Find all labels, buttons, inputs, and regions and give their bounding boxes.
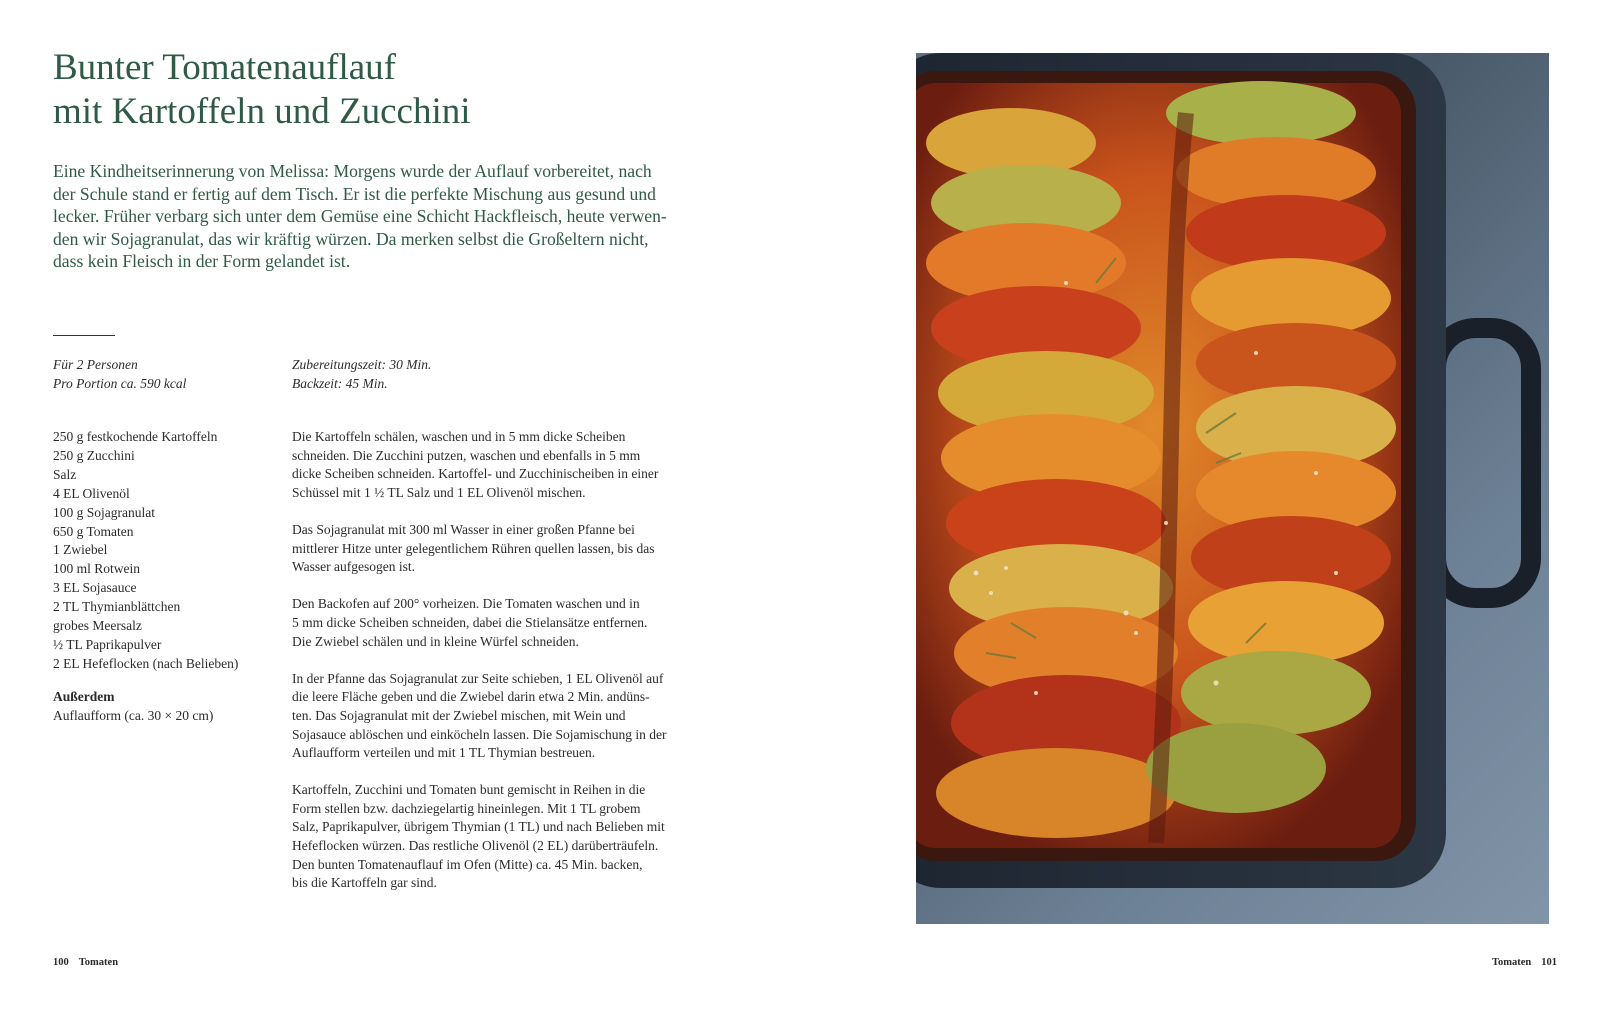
time-info xyxy=(292,355,431,393)
instruction-step xyxy=(292,521,692,577)
page-number-left: 100 xyxy=(53,957,69,968)
ingredient: 250 g Zucchini xyxy=(53,447,135,463)
step-line: Den Backofen auf 200° vorheizen. Die Tomaten waschen und in xyxy=(292,596,640,612)
calories: Pro Portion ca. 590 kcal xyxy=(53,376,187,391)
step-line: Hefeflocken würzen. Das restliche Olivenöl (2 EL) darüberträufeln. xyxy=(292,838,659,854)
dish-handle xyxy=(1436,328,1531,598)
intro-text xyxy=(53,160,683,273)
casserole-illustration xyxy=(916,53,1549,924)
step-line: bis die Kartoffeln gar sind. xyxy=(292,875,437,891)
prep-time: Zubereitungszeit: 30 Min. xyxy=(292,357,432,372)
intro-line: lecker. Früher verbarg sich unter dem Gemüse eine Schicht Hackfleisch, heute verwen- xyxy=(53,206,667,226)
footer-right xyxy=(1492,957,1557,968)
footer-left xyxy=(53,957,118,968)
servings-info xyxy=(53,355,186,393)
step-line: Salz, Paprikapulver, übrigem Thymian (1 TL) und nach Belieben mit xyxy=(292,819,665,835)
ingredient: 100 g Sojagranulat xyxy=(53,504,155,520)
servings: Für 2 Personen xyxy=(53,357,138,372)
ingredient: 100 ml Rotwein xyxy=(53,561,140,577)
step-line: Wasser aufgesogen ist. xyxy=(292,559,416,575)
step-line: Den bunten Tomatenauflauf im Ofen (Mitte) ca. 45 Min. backen, xyxy=(292,856,643,872)
step-line: Sojasauce ablöschen und einköcheln lassen. Die Sojamischung in der xyxy=(292,726,667,742)
ingredient: 4 EL Olivenöl xyxy=(53,485,130,501)
step-line: Form stellen bzw. dachziegelartig hineinlegen. Mit 1 TL grobem xyxy=(292,800,641,816)
step-line: Die Kartoffeln schälen, waschen und in 5 mm dicke Scheiben xyxy=(292,429,626,444)
section-name-left: Tomaten xyxy=(78,957,119,968)
bake-time: Backzeit: 45 Min. xyxy=(292,376,388,391)
step-line: Auflaufform verteilen und mit 1 TL Thymian bestreuen. xyxy=(292,745,596,761)
instruction-step xyxy=(292,428,692,502)
step-line: dicke Scheiben schneiden. Kartoffel- und Zucchinischeiben in einer xyxy=(292,466,659,482)
step-line: die leere Fläche geben und die Zwiebel darin etwa 2 Min. andüns- xyxy=(292,689,650,705)
step-line: 5 mm dicke Scheiben schneiden, dabei die Stielansätze entfernen. xyxy=(292,614,648,630)
ingredient: 3 EL Sojasauce xyxy=(53,580,137,596)
intro-line: den wir Sojagranulat, das wir kräftig würzen. Da merken selbst die Großeltern nicht, xyxy=(53,228,649,249)
intro-line: der Schule stand er fertig auf dem Tisch. Er ist die perfekte Mischung aus gesund und xyxy=(53,183,656,204)
recipe-title xyxy=(53,46,753,134)
step-line: ten. Das Sojagranulat mit der Zwiebel mischen, mit Wein und xyxy=(292,707,626,723)
title-line-2: mit Kartoffeln und Zucchini xyxy=(53,91,471,132)
step-line: schneiden. Die Zucchini putzen, waschen und ebenfalls in 5 mm xyxy=(292,447,641,463)
ingredient: ½ TL Paprikapulver xyxy=(53,636,162,652)
besides-heading: Außerdem xyxy=(53,689,115,704)
section-name-right: Tomaten xyxy=(1491,957,1532,968)
instructions xyxy=(292,428,692,911)
ingredient: 2 EL Hefeflocken (nach Belieben) xyxy=(53,655,239,671)
intro-line: Eine Kindheitserinnerung von Melissa: Morgens wurde der Auflauf vorbereitet, nach xyxy=(53,161,652,181)
intro-line: dass kein Fleisch in der Form gelandet ist. xyxy=(53,251,351,271)
section-divider xyxy=(53,335,115,336)
ingredient: 1 Zwiebel xyxy=(53,542,108,558)
page-number-right: 101 xyxy=(1541,957,1557,968)
step-line: Die Zwiebel schälen und in kleine Würfel schneiden. xyxy=(292,633,579,649)
ingredient-list xyxy=(53,428,273,674)
ingredient: grobes Meersalz xyxy=(53,618,142,634)
casserole-photo xyxy=(916,53,1549,924)
step-line: Das Sojagranulat mit 300 ml Wasser in einer großen Pfanne bei xyxy=(292,521,635,537)
step-line: Schüssel mit 1 ½ TL Salz und 1 EL Olivenöl mischen. xyxy=(292,484,586,500)
instruction-step xyxy=(292,595,692,651)
ingredient: 2 TL Thymianblättchen xyxy=(53,599,181,615)
instruction-step xyxy=(292,781,692,893)
ingredient: Salz xyxy=(53,466,77,482)
step-line: In der Pfanne das Sojagranulat zur Seite schieben, 1 EL Olivenöl auf xyxy=(292,670,664,686)
besides-item: Auflaufform (ca. 30 × 20 cm) xyxy=(53,708,214,723)
step-line: Kartoffeln, Zucchini und Tomaten bunt gemischt in Reihen in die xyxy=(292,782,646,798)
ingredient: 250 g festkochende Kartoffeln xyxy=(53,429,218,444)
instruction-step xyxy=(292,670,692,763)
ingredient: 650 g Tomaten xyxy=(53,523,134,539)
title-line-1: Bunter Tomatenauflauf xyxy=(53,47,396,88)
step-line: mittlerer Hitze unter gelegentlichem Rühren quellen lassen, bis das xyxy=(292,540,655,556)
